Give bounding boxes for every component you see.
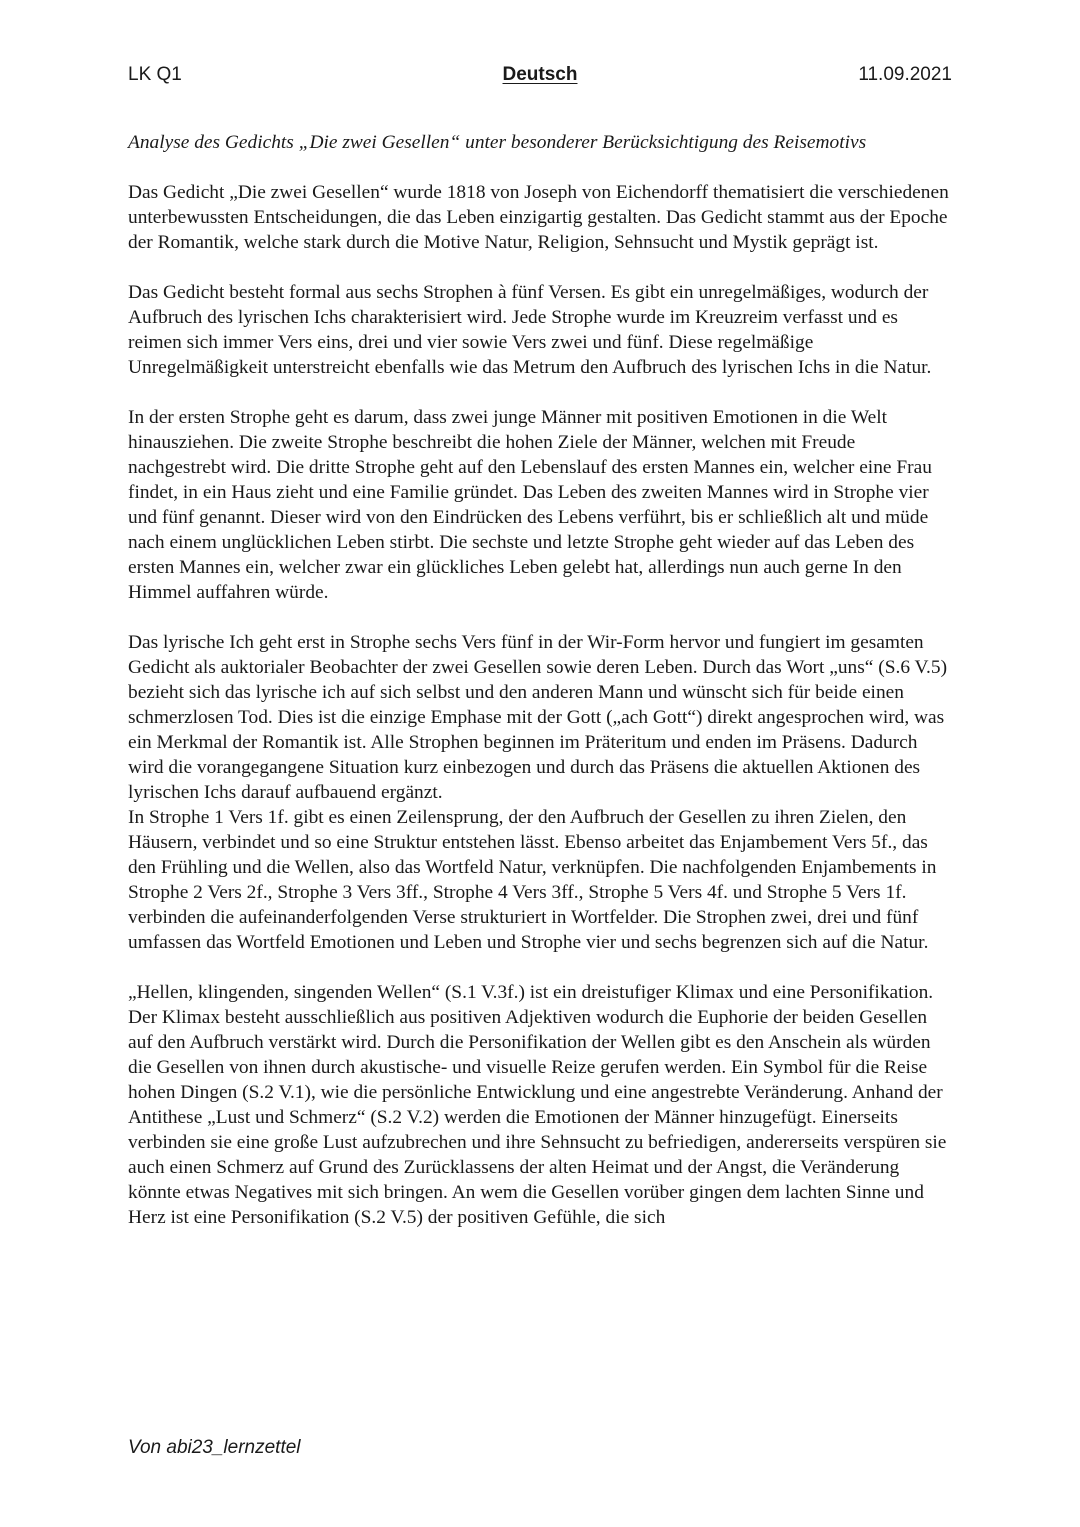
document-body — [128, 130, 952, 1230]
paragraph-content: In der ersten Strophe geht es darum, dass zwei junge Männer mit positiven Emotionen in die Welt hinausziehen. Die zweite Strophe beschreibt die hohen Ziele der Männer, welchen mit Freude nachgestrebt wird. Die dritte Strophe geht auf den Lebenslauf des ersten Mannes ein, welcher eine Frau findet, in ein Haus zieht und eine Familie gründet. Das Leben des zweiten Mannes wird in Strophe vier und fünf genannt. Dieser wird von den Eindrücken des Lebens verführt, bis er schließlich alt und müde nach einem unglücklichen Leben stirbt. Die sechste und letzte Strophe geht wieder auf das Leben des ersten Mannes ein, welcher zwar ein glückliches Leben gelebt hat, allerdings nun auch gerne In den Himmel auffahren würde. — [128, 407, 932, 603]
subject-heading — [128, 64, 952, 86]
document-title: Analyse des Gedichts „Die zwei Gesellen“ unter besonderer Berücksichtigung des Reisemotivs — [128, 132, 867, 153]
page-footer: Von abi23_lernzettel — [128, 1437, 301, 1458]
paragraph-stylistic-devices: „Hellen, klingenden, singenden Wellen“ (S.1 V.3f.) ist ein dreistufiger Klimax und eine Personifikation. Der Klimax besteht ausschließlich aus positiven Adjektiven wodurch die Euphorie der beiden Gesellen auf den Aufbruch verstärkt wird. Durch die Personifikation der Wellen gibt es den Anschein als würden die Gesellen von ihnen durch akustische- und visuelle Reize gerufen werden. Ein Symbol für die Reise hohen Dingen (S.2 V.1), wie die persönliche Entwicklung und eine angestrebte Veränderung. Anhand der Antithese „Lust und Schmerz“ (S.2 V.2) werden die Emotionen der Männer hinzugefügt. Einerseits verbinden sie eine große Lust aufzubrechen und ihre Sehnsucht zu befriedigen, andererseits verspüren sie auch einen Schmerz auf Grund des Zurücklassens der alten Heimat und der Angst, die Veränderung könnte etwas Negatives mit sich bringen. An wem die Gesellen vorüber gingen dem lachten Sinne und Herz ist eine Personifikation (S.2 V.5) der positiven Gefühle, die sich — [128, 982, 947, 1228]
subject-text: Deutsch — [502, 64, 578, 85]
paragraph-form: Das Gedicht besteht formal aus sechs Strophen à fünf Versen. Es gibt ein unregelmäßiges, wodurch der Aufbruch des lyrischen Ichs charakterisiert wird. Jede Strophe wurde im Kreuzreim verfasst und es reimen sich immer Vers eins, drei und vier sowie Vers zwei und fünf. Diese regelmäßige Unregelmäßigkeit unterstreicht ebenfalls wie das Metrum den Aufbruch des lyrischen Ichs in die Natur. — [128, 282, 932, 378]
paragraph-intro: Das Gedicht „Die zwei Gesellen“ wurde 1818 von Joseph von Eichendorff thematisiert die verschiedenen unterbewussten Entscheidungen, die das Leben einzigartig gestalten. Das Gedicht stammt aus der Epoche der Romantik, welche stark durch die Motive Natur, Religion, Sehnsucht und Mystik geprägt ist. — [128, 182, 949, 253]
page-header — [128, 64, 952, 94]
date-label: 11.09.2021 — [858, 64, 952, 85]
paragraph-lyric-self: Das lyrische Ich geht erst in Strophe sechs Vers fünf in der Wir-Form hervor und fungiert im gesamten Gedicht als auktorialer Beobachter der zwei Gesellen sowie deren Leben. Durch das Wort „uns“ (S.6 V.5) bezieht sich das lyrische ich auf sich selbst und den anderen Mann und wünscht sich für beide einen schmerzlosen Tod. Dies ist die einzige Emphase mit der Gott („ach Gott“) direkt angesprochen wird, was ein Merkmal der Romantik ist. Alle Strophen beginnen im Präteritum und enden im Präsens. Dadurch wird die vorangegangene Situation kurz einbezogen und durch das Präsens die aktuellen Aktionen des lyrischen Ichs darauf aufbauend ergänzt. — [128, 632, 948, 803]
course-label: LK Q1 — [128, 64, 182, 85]
paragraph-enjambement: In Strophe 1 Vers 1f. gibt es einen Zeilensprung, der den Aufbruch der Gesellen zu ihren Zielen, den Häusern, verbindet und so eine Struktur entstehen lässt. Ebenso arbeitet das Enjambement Vers 5f., das den Frühling und die Wellen, also das Wortfeld Natur, verknüpfen. Die nachfolgenden Enjambements in Strophe 2 Vers 2f., Strophe 3 Vers 3ff., Strophe 4 Vers 3ff., Strophe 5 Vers 4f. und Strophe 5 Vers 1f. verbinden die aufeinanderfolgenden Verse strukturiert in Wortfelder. Die Strophen zwei, drei und fünf umfassen das Wortfeld Emotionen und Leben und Strophe vier und sechs begrenzen sich auf die Natur. — [128, 807, 937, 953]
